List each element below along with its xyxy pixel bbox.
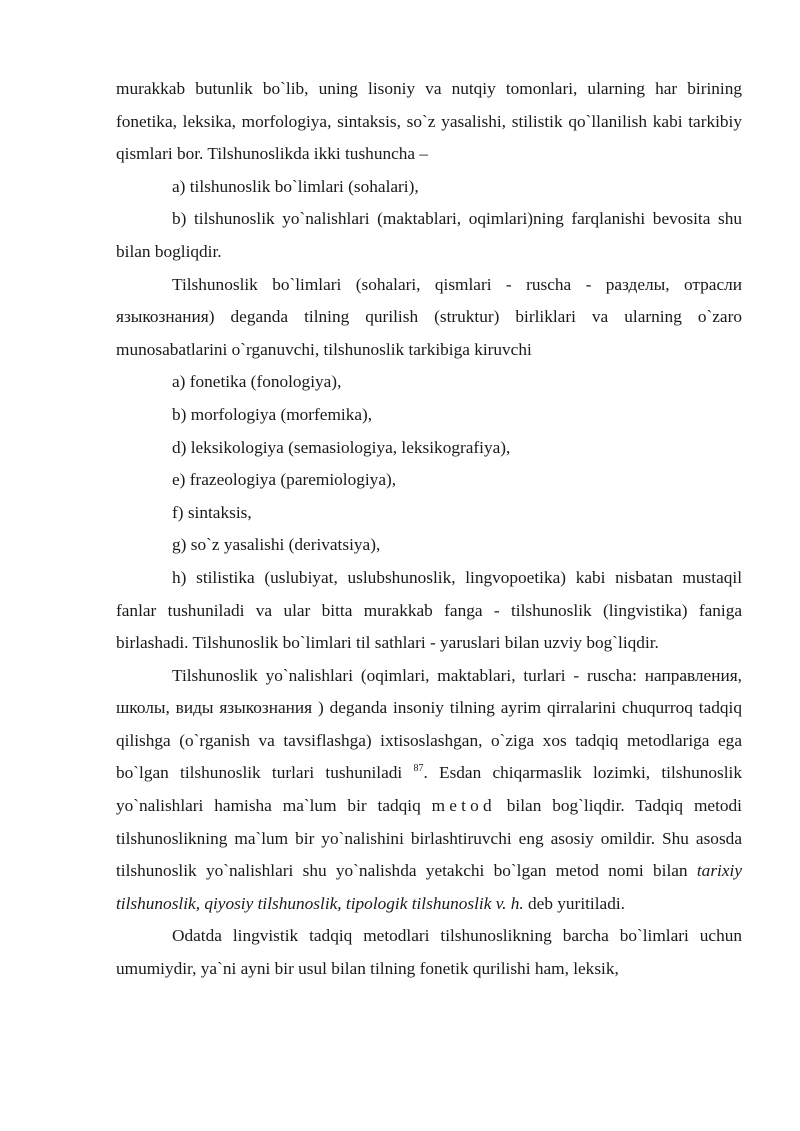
paragraph: murakkab butunlik bo`lib, uning lisoniy va nutqiy tomonlari, ularning har birining fonetika, leksika, morfologiya, sintaksis, so`z yasalishi, stilistik qo`llanilish kabi tarkibiy qismlari bor. Tilshunoslikda ikki tushuncha – bbox=[116, 79, 742, 164]
paragraph: h) stilistika (uslubiyat, uslubshunoslik, lingvopoetika) kabi nisbatan mustaqil fanlar tushuniladi va ular bitta murakkab fanga - tilshunoslik (lingvistika) faniga birlashadi. Tilshunoslik bo`limlari til sathlari - yaruslari bilan uzviy bog`liqdir. bbox=[116, 567, 742, 653]
paragraph: b) tilshunoslik yo`nalishlari (maktablari, oqimlari)ning farqlanishi bevosita shu bilan bogliqdir. bbox=[116, 209, 742, 261]
paragraph-text: Tilshunoslik yo`nalishlari (oqimlari, maktablari, turlari - ruscha: направления, школы, виды языкознания ) deganda insoniy tilning ayrim qirralarini chuqurroq tadqiq qilishga (o`rganish va tavsiflashga) ixtisoslashgan, o`ziga xos tadqiq metodlariga ega bo`lgan tilshunoslik turlari tushuniladi bbox=[116, 665, 742, 783]
paragraph-text: deb yuritiladi. bbox=[523, 893, 625, 913]
spaced-term: metod bbox=[431, 796, 496, 816]
paragraph: Tilshunoslik bo`limlari (sohalari, qismlari - ruscha - разделы, отрасли языкознания) deganda tilning qurilish (struktur) birliklari va ularning o`zaro munosabatlarini o`rganuvchi, tilshunoslik tarkibiga kiruvchi bbox=[116, 274, 742, 359]
paragraph-text: bilan bog`liqdir. Tadqiq metodi tilshunoslikning ma`lum bir yo`nalishini birlashtiruvchi eng asosiy omildir. Shu asosda tilshunoslik yo`nalishlari shu yo`nalishda yetakchi bo`lgan metod nomi bilan bbox=[116, 796, 742, 881]
list-item: e) frazeologiya (paremiologiya), bbox=[172, 470, 397, 490]
document-page bbox=[116, 73, 742, 986]
list-item: d) leksikologiya (semasiologiya, leksikografiya), bbox=[172, 437, 511, 457]
italic-terms: tarixiy tilshunoslik, qiyosiy tilshunoslik, tipologik tilshunoslik v. h. bbox=[116, 861, 742, 913]
paragraph bbox=[116, 660, 742, 921]
list-item: g) so`z yasalishi (derivatsiya), bbox=[172, 535, 381, 555]
paragraph-text: . Esdan chiqarmaslik lozimki, tilshunoslik yo`nalishlari hamisha ma`lum bir tadqiq bbox=[116, 763, 743, 816]
list-item: f) sintaksis, bbox=[172, 502, 252, 522]
list-item: b) morfologiya (morfemika), bbox=[172, 404, 373, 424]
footnote-ref: 87 bbox=[413, 763, 424, 775]
paragraph: Odatda lingvistik tadqiq metodlari tilshunoslikning barcha bo`limlari uchun umumiydir, ya`ni ayni bir usul bilan tilning fonetik qurilishi ham, leksik, bbox=[116, 926, 742, 979]
list-item: a) fonetika (fonologiya), bbox=[172, 372, 342, 392]
list-item: a) tilshunoslik bo`limlari (sohalari), bbox=[172, 176, 419, 196]
